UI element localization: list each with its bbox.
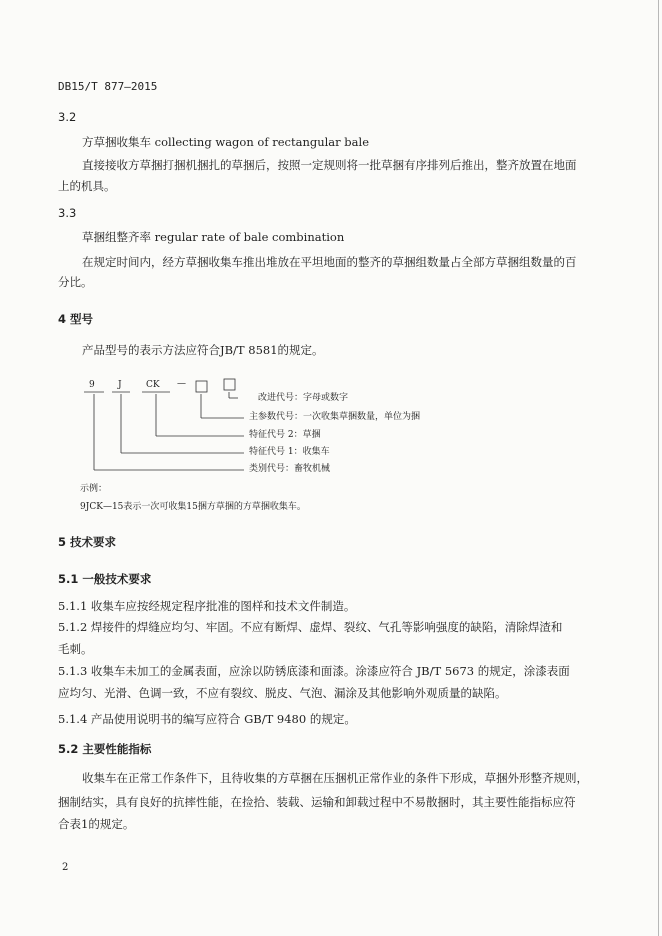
section-3-3-definition-line1: 在规定时间内，经方草捆收集车推出堆放在平坦地面的整齐的草捆组数量占全部方草捆组数量的百	[82, 255, 577, 269]
section-5-heading: 5 技术要求	[58, 535, 117, 549]
clause-5-1-2-line1: 5.1.2 焊接件的焊缝应均匀、牢固。不应有断焊、虚焊、裂纹、气孔等影响强度的缺陷，清除焊渣和	[58, 620, 563, 634]
section-5-2-para-line1: 收集车在正常工作条件下，且待收集的方草捆在压捆机正常作业的条件下形成，草捆外形整齐规则，	[82, 771, 588, 785]
example-text: 9JCK—15表示一次可收集15捆方草捆的方草捆收集车。	[80, 502, 306, 512]
document-id: DB15/T 877—2015	[58, 80, 158, 93]
label-category-code: 类别代号：畜牧机械	[249, 464, 331, 474]
example-label: 示例：	[80, 484, 108, 494]
section-3-3-term: 草捆组整齐率 regular rate of bale combination	[82, 230, 345, 244]
clause-5-1-4: 5.1.4 产品使用说明书的编写应符合 GB/T 9480 的规定。	[58, 712, 356, 726]
placeholder-box-main-param	[196, 381, 207, 392]
section-5-2-para-line3: 合表1的规定。	[58, 817, 135, 831]
clause-5-1-3-line2: 应均匀、光滑、色调一致，不应有裂纹、脱皮、气泡、漏涂及其他影响外观质量的缺陷。	[58, 686, 507, 700]
clause-5-1-3-line1: 5.1.3 收集车未加工的金属表面，应涂以防锈底漆和面漆。涂漆应符合 JB/T 5673 的规定，涂漆表面	[58, 664, 570, 678]
code-9: 9	[89, 380, 95, 390]
section-5-2-para-line2: 捆制结实，具有良好的抗摔性能，在捡拾、装载、运输和卸载过程中不易散捆时，其主要性能指标应符	[58, 795, 576, 809]
code-CK: CK	[146, 380, 160, 390]
placeholder-box-improvement	[224, 379, 235, 390]
section-4-heading: 4 型号	[58, 312, 94, 326]
section-4-intro: 产品型号的表示方法应符合JB/T 8581的规定。	[82, 343, 324, 357]
section-5-1-heading: 5.1 一般技术要求	[58, 572, 152, 586]
code-dash: —	[177, 379, 186, 389]
clause-5-1-2-line2: 毛刺。	[58, 642, 93, 656]
section-3-3-number: 3.3	[58, 206, 77, 220]
label-main-parameter-code: 主参数代号：一次收集草捆数量，单位为捆	[249, 412, 421, 422]
label-feature-code-2: 特征代号 2：草捆	[249, 430, 321, 440]
section-3-2-definition-line2: 上的机具。	[58, 179, 116, 193]
label-feature-code-1: 特征代号 1：收集车	[249, 447, 330, 457]
page-number: 2	[62, 862, 69, 873]
section-3-2-definition-line1: 直接接收方草捆打捆机捆扎的草捆后，按照一定规则将一批草捆有序排列后推出，整齐放置在地面	[82, 158, 577, 172]
label-improvement-code: 改进代号：字母或数字	[258, 393, 349, 403]
section-3-2-term: 方草捆收集车 collecting wagon of rectangular bale	[82, 135, 370, 149]
section-3-3-definition-line2: 分比。	[58, 275, 93, 289]
code-J: J	[118, 380, 122, 390]
clause-5-1-1: 5.1.1 收集车应按经规定程序批准的图样和技术文件制造。	[58, 599, 356, 613]
section-3-2-number: 3.2	[58, 110, 77, 124]
section-5-2-heading: 5.2 主要性能指标	[58, 742, 152, 756]
